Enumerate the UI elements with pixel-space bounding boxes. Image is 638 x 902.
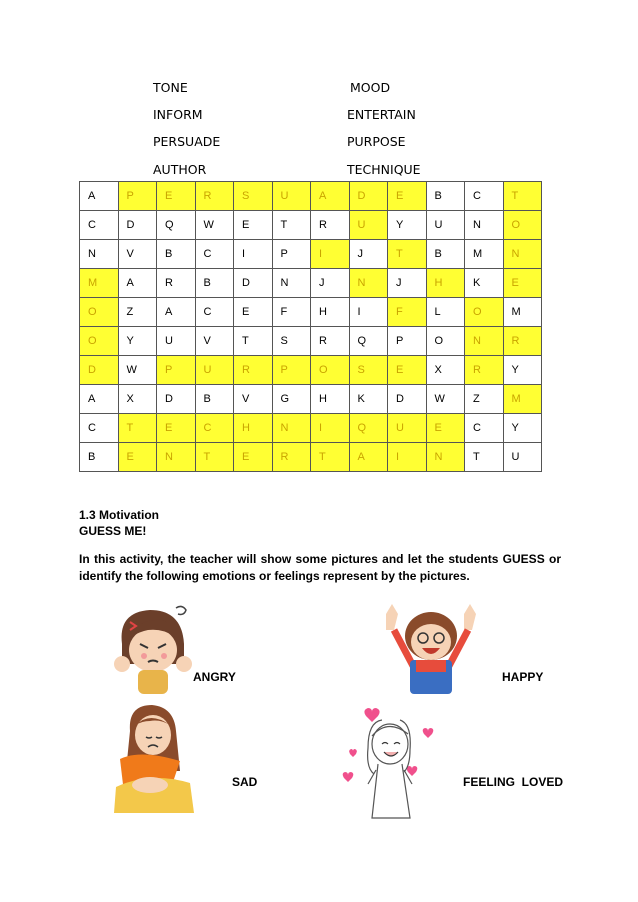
- grid-cell: Q: [349, 327, 388, 356]
- grid-cell: N: [157, 443, 196, 472]
- grid-cell: O: [80, 298, 119, 327]
- grid-cell: X: [118, 385, 157, 414]
- grid-cell: E: [118, 443, 157, 472]
- grid-cell: R: [311, 211, 350, 240]
- grid-cell: E: [234, 211, 273, 240]
- grid-cell: D: [80, 356, 119, 385]
- loved-girl-image: [338, 700, 438, 820]
- grid-cell: N: [503, 240, 542, 269]
- grid-cell: N: [349, 269, 388, 298]
- grid-cell: S: [349, 356, 388, 385]
- grid-cell: E: [157, 414, 196, 443]
- grid-cell: D: [388, 385, 427, 414]
- grid-cell: N: [272, 414, 311, 443]
- grid-cell: C: [195, 240, 234, 269]
- grid-cell: U: [503, 443, 542, 472]
- grid-cell: K: [349, 385, 388, 414]
- grid-row: [80, 385, 542, 414]
- grid-cell: H: [426, 269, 465, 298]
- grid-cell: T: [272, 211, 311, 240]
- grid-cell: R: [195, 182, 234, 211]
- grid-cell: S: [234, 182, 273, 211]
- section-subtitle: GUESS ME!: [79, 524, 147, 538]
- grid-cell: R: [272, 443, 311, 472]
- grid-cell: N: [465, 327, 504, 356]
- grid-cell: U: [272, 182, 311, 211]
- grid-cell: A: [349, 443, 388, 472]
- grid-cell: C: [195, 298, 234, 327]
- grid-cell: D: [349, 182, 388, 211]
- grid-row: [80, 327, 542, 356]
- instruction-paragraph: In this activity, the teacher will show some pictures and let the students GUESS or identify the following emotions or feelings represent by the pictures.: [79, 552, 561, 583]
- grid-cell: E: [388, 182, 427, 211]
- grid-cell: T: [118, 414, 157, 443]
- grid-cell: R: [311, 327, 350, 356]
- grid-cell: T: [503, 182, 542, 211]
- grid-cell: D: [157, 385, 196, 414]
- grid-cell: N: [465, 211, 504, 240]
- grid-cell: U: [195, 356, 234, 385]
- grid-cell: T: [465, 443, 504, 472]
- angry-girl-image: [108, 604, 194, 696]
- section-title: 1.3 Motivation: [79, 508, 160, 522]
- word-tone: TONE: [153, 80, 188, 95]
- grid-cell: B: [157, 240, 196, 269]
- grid-row: [80, 211, 542, 240]
- grid-cell: A: [80, 182, 119, 211]
- grid-row: [80, 240, 542, 269]
- grid-cell: E: [234, 298, 273, 327]
- grid-cell: E: [388, 356, 427, 385]
- grid-cell: C: [465, 182, 504, 211]
- grid-cell: M: [503, 298, 542, 327]
- grid-row: [80, 298, 542, 327]
- grid-cell: H: [311, 385, 350, 414]
- word-entertain: ENTERTAIN: [347, 107, 416, 122]
- grid-cell: C: [465, 414, 504, 443]
- grid-cell: T: [195, 443, 234, 472]
- grid-cell: S: [272, 327, 311, 356]
- grid-cell: B: [426, 240, 465, 269]
- grid-cell: J: [388, 269, 427, 298]
- grid-cell: T: [311, 443, 350, 472]
- grid-cell: O: [503, 211, 542, 240]
- word-purpose: PURPOSE: [347, 134, 406, 149]
- grid-cell: A: [118, 269, 157, 298]
- grid-cell: Y: [503, 356, 542, 385]
- grid-cell: Y: [388, 211, 427, 240]
- grid-row: [80, 356, 542, 385]
- word-persuade: PERSUADE: [153, 134, 221, 149]
- grid-cell: J: [349, 240, 388, 269]
- grid-cell: P: [272, 356, 311, 385]
- grid-cell: A: [157, 298, 196, 327]
- grid-cell: Z: [465, 385, 504, 414]
- grid-cell: E: [503, 269, 542, 298]
- grid-cell: X: [426, 356, 465, 385]
- grid-cell: I: [311, 414, 350, 443]
- grid-cell: I: [349, 298, 388, 327]
- grid-cell: C: [80, 211, 119, 240]
- grid-cell: F: [272, 298, 311, 327]
- grid-cell: H: [311, 298, 350, 327]
- grid-cell: O: [80, 327, 119, 356]
- grid-cell: P: [388, 327, 427, 356]
- grid-cell: O: [426, 327, 465, 356]
- word-technique: TECHNIQUE: [347, 162, 421, 177]
- grid-cell: C: [80, 414, 119, 443]
- grid-cell: T: [388, 240, 427, 269]
- grid-cell: N: [272, 269, 311, 298]
- grid-cell: Z: [118, 298, 157, 327]
- word-search-grid: [79, 181, 542, 472]
- label-happy: HAPPY: [502, 670, 544, 684]
- grid-cell: O: [311, 356, 350, 385]
- grid-cell: P: [157, 356, 196, 385]
- grid-cell: I: [311, 240, 350, 269]
- grid-cell: R: [465, 356, 504, 385]
- grid-cell: P: [272, 240, 311, 269]
- grid-cell: R: [157, 269, 196, 298]
- grid-cell: M: [80, 269, 119, 298]
- grid-cell: C: [195, 414, 234, 443]
- grid-cell: E: [234, 443, 273, 472]
- grid-cell: U: [349, 211, 388, 240]
- grid-cell: J: [311, 269, 350, 298]
- label-sad: SAD: [232, 775, 258, 789]
- grid-cell: W: [426, 385, 465, 414]
- grid-cell: R: [234, 356, 273, 385]
- grid-cell: B: [195, 385, 234, 414]
- grid-cell: V: [118, 240, 157, 269]
- grid-cell: B: [426, 182, 465, 211]
- grid-cell: M: [465, 240, 504, 269]
- grid-cell: D: [234, 269, 273, 298]
- grid-cell: Q: [349, 414, 388, 443]
- grid-cell: I: [234, 240, 273, 269]
- word-mood: MOOD: [350, 80, 391, 95]
- grid-cell: U: [157, 327, 196, 356]
- grid-cell: P: [118, 182, 157, 211]
- grid-row: [80, 182, 542, 211]
- grid-cell: Y: [118, 327, 157, 356]
- grid-cell: E: [426, 414, 465, 443]
- grid-cell: D: [118, 211, 157, 240]
- grid-cell: K: [465, 269, 504, 298]
- grid-cell: A: [80, 385, 119, 414]
- grid-cell: N: [80, 240, 119, 269]
- grid-row: [80, 414, 542, 443]
- grid-cell: U: [426, 211, 465, 240]
- grid-cell: U: [388, 414, 427, 443]
- grid-cell: T: [234, 327, 273, 356]
- grid-cell: R: [503, 327, 542, 356]
- grid-cell: V: [195, 327, 234, 356]
- grid-cell: M: [503, 385, 542, 414]
- happy-girl-image: [382, 600, 480, 696]
- grid-cell: A: [311, 182, 350, 211]
- grid-cell: Y: [503, 414, 542, 443]
- grid-cell: F: [388, 298, 427, 327]
- grid-cell: W: [195, 211, 234, 240]
- grid-cell: N: [426, 443, 465, 472]
- grid-cell: W: [118, 356, 157, 385]
- grid-cell: V: [234, 385, 273, 414]
- label-feeling-loved: FEELING LOVED: [463, 775, 564, 789]
- sad-girl-image: [110, 701, 198, 817]
- grid-cell: Q: [157, 211, 196, 240]
- grid-cell: I: [388, 443, 427, 472]
- grid-row: [80, 443, 542, 472]
- grid-cell: H: [234, 414, 273, 443]
- word-author: AUTHOR: [153, 162, 207, 177]
- grid-cell: L: [426, 298, 465, 327]
- grid-cell: E: [157, 182, 196, 211]
- grid-cell: O: [465, 298, 504, 327]
- word-inform: INFORM: [153, 107, 203, 122]
- grid-row: [80, 269, 542, 298]
- label-angry: ANGRY: [193, 670, 236, 684]
- grid-cell: B: [195, 269, 234, 298]
- grid-cell: B: [80, 443, 119, 472]
- grid-cell: G: [272, 385, 311, 414]
